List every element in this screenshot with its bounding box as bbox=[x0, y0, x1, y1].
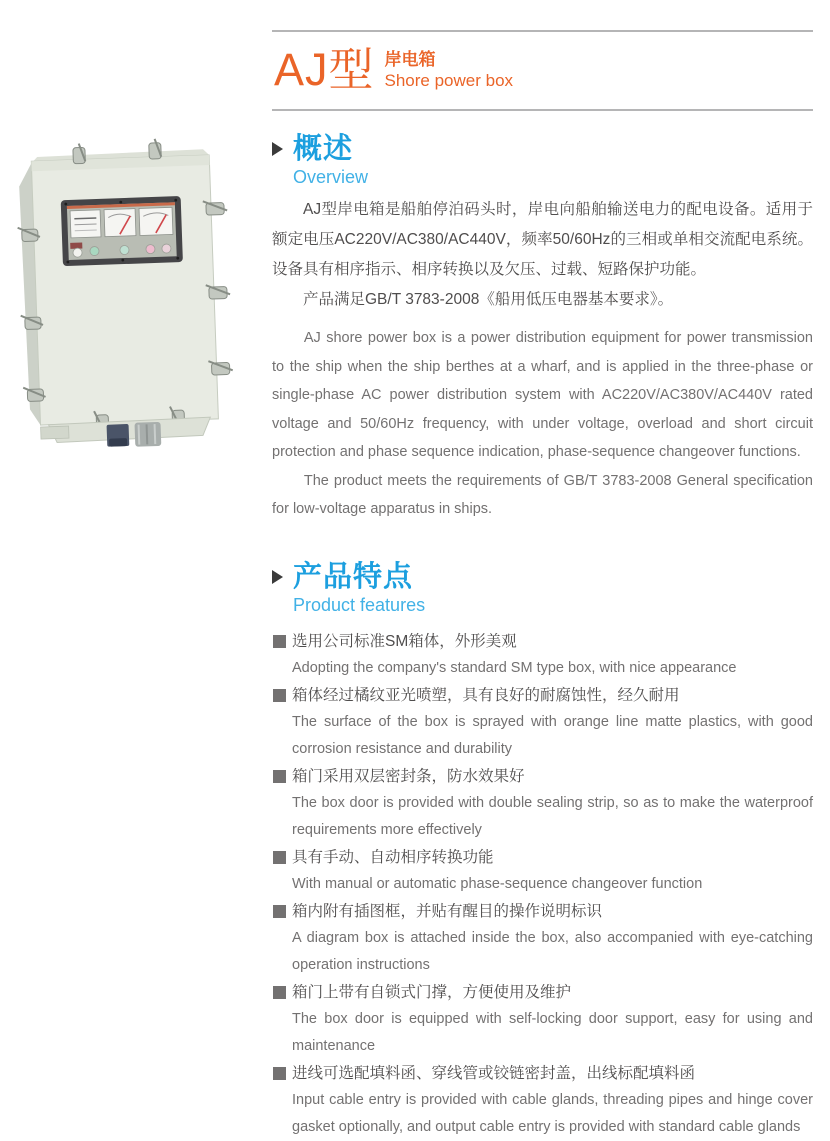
feature-title-cn: 箱体经过橘纹亚光喷塑，具有良好的耐腐蚀性，经久耐用 bbox=[272, 682, 813, 709]
feature-title-cn: 箱内附有插图框，并贴有醒目的操作说明标识 bbox=[272, 898, 813, 925]
square-bullet-icon bbox=[273, 689, 286, 702]
feature-item bbox=[272, 682, 813, 763]
feature-title-cn: 选用公司标准SM箱体，外形美观 bbox=[272, 628, 813, 655]
features-heading-en: Product features bbox=[293, 594, 426, 615]
product-photo bbox=[6, 138, 246, 450]
features-heading-cn: 产品特点 bbox=[293, 560, 414, 593]
feature-title-cn: 进线可选配填料函、穿线管或铰链密封盖，出线标配填料函 bbox=[272, 1060, 813, 1087]
overview-en-paragraph: AJ shore power box is a power distribution equipment for power transmission to the ship when the ship berthes at a wharf, and is applied in the three-phase or single-phase AC power distribution system with AC220V/AC380V/AC440V rated voltage and 50/60Hz frequency, with under voltage, overload and short circuit protection and phase sequence indication, phase-sequence changeover functions. bbox=[272, 330, 813, 460]
product-model: AJ型 bbox=[274, 44, 375, 95]
meter-window bbox=[61, 196, 183, 266]
features-heading bbox=[272, 561, 813, 616]
section-marker-icon bbox=[272, 142, 283, 156]
square-bullet-icon bbox=[273, 1067, 286, 1080]
square-bullet-icon bbox=[273, 905, 286, 918]
feature-title-cn: 具有手动、自动相序转换功能 bbox=[272, 844, 813, 871]
shore-power-box-illustration bbox=[6, 138, 246, 450]
feature-desc-en: The box door is equipped with self-locking door support, easy for using and maintenance bbox=[292, 1010, 813, 1054]
divider-under-title bbox=[272, 109, 813, 111]
feature-desc-en: The surface of the box is sprayed with orange line matte plastics, with good corrosion resistance and durability bbox=[292, 713, 813, 757]
features-list bbox=[272, 628, 813, 1141]
feature-item bbox=[272, 763, 813, 844]
overview-heading-en: Overview bbox=[293, 167, 369, 187]
box-front-face bbox=[31, 155, 218, 425]
overview-cn-paragraph: AJ型岸电箱是船舶停泊码头时，岸电向船舶输送电力的配电设备。适用于额定电压AC220V/AC380/AC440V，频率50/60Hz的三相或单相交流配电系统。设备具有相序指示、相序转换以及欠压、过载、短路保护功能。 bbox=[272, 201, 813, 278]
square-bullet-icon bbox=[273, 986, 286, 999]
overview-heading bbox=[272, 133, 813, 188]
feature-desc-en: The box door is provided with double sealing strip, so as to make the waterproof requirements more effectively bbox=[292, 794, 813, 838]
analog-meters bbox=[70, 207, 173, 238]
product-title-block bbox=[272, 32, 813, 109]
square-bullet-icon bbox=[273, 770, 286, 783]
feature-desc-en: A diagram box is attached inside the box, also accompanied with eye-catching operation instructions bbox=[292, 929, 813, 973]
overview-english-paragraphs bbox=[272, 324, 813, 524]
feature-item bbox=[272, 979, 813, 1060]
feature-title-cn: 箱门采用双层密封条，防水效果好 bbox=[272, 763, 813, 790]
feature-item bbox=[272, 1060, 813, 1141]
product-name-cn: 岸电箱 bbox=[384, 50, 436, 69]
feature-item bbox=[272, 844, 813, 898]
overview-cn-paragraph: 产品满足GB/T 3783-2008《船用低压电器基本要求》。 bbox=[303, 291, 674, 308]
product-name-en: Shore power box bbox=[384, 71, 514, 90]
section-product-features bbox=[272, 561, 813, 1141]
feature-desc-en: With manual or automatic phase-sequence changeover function bbox=[292, 875, 703, 892]
content-column bbox=[272, 0, 813, 1141]
section-marker-icon bbox=[272, 570, 283, 584]
feature-desc-en: Input cable entry is provided with cable glands, threading pipes and hinge cover gasket optionally, and output cable entry is provided with standard cable glands bbox=[292, 1091, 813, 1135]
square-bullet-icon bbox=[273, 635, 286, 648]
overview-heading-cn: 概述 bbox=[293, 133, 354, 165]
feature-item bbox=[272, 898, 813, 979]
square-bullet-icon bbox=[273, 851, 286, 864]
feature-desc-en: Adopting the company's standard SM type box, with nice appearance bbox=[292, 659, 737, 676]
overview-en-paragraph: The product meets the requirements of GB/T 3783-2008 General specification for low-voltage apparatus in ships. bbox=[272, 472, 813, 517]
product-name bbox=[385, 44, 514, 92]
section-overview bbox=[272, 133, 813, 524]
overview-chinese-paragraphs bbox=[272, 195, 813, 315]
feature-title-cn: 箱门上带有自锁式门撑，方便使用及维护 bbox=[272, 979, 813, 1006]
feature-item bbox=[272, 628, 813, 682]
